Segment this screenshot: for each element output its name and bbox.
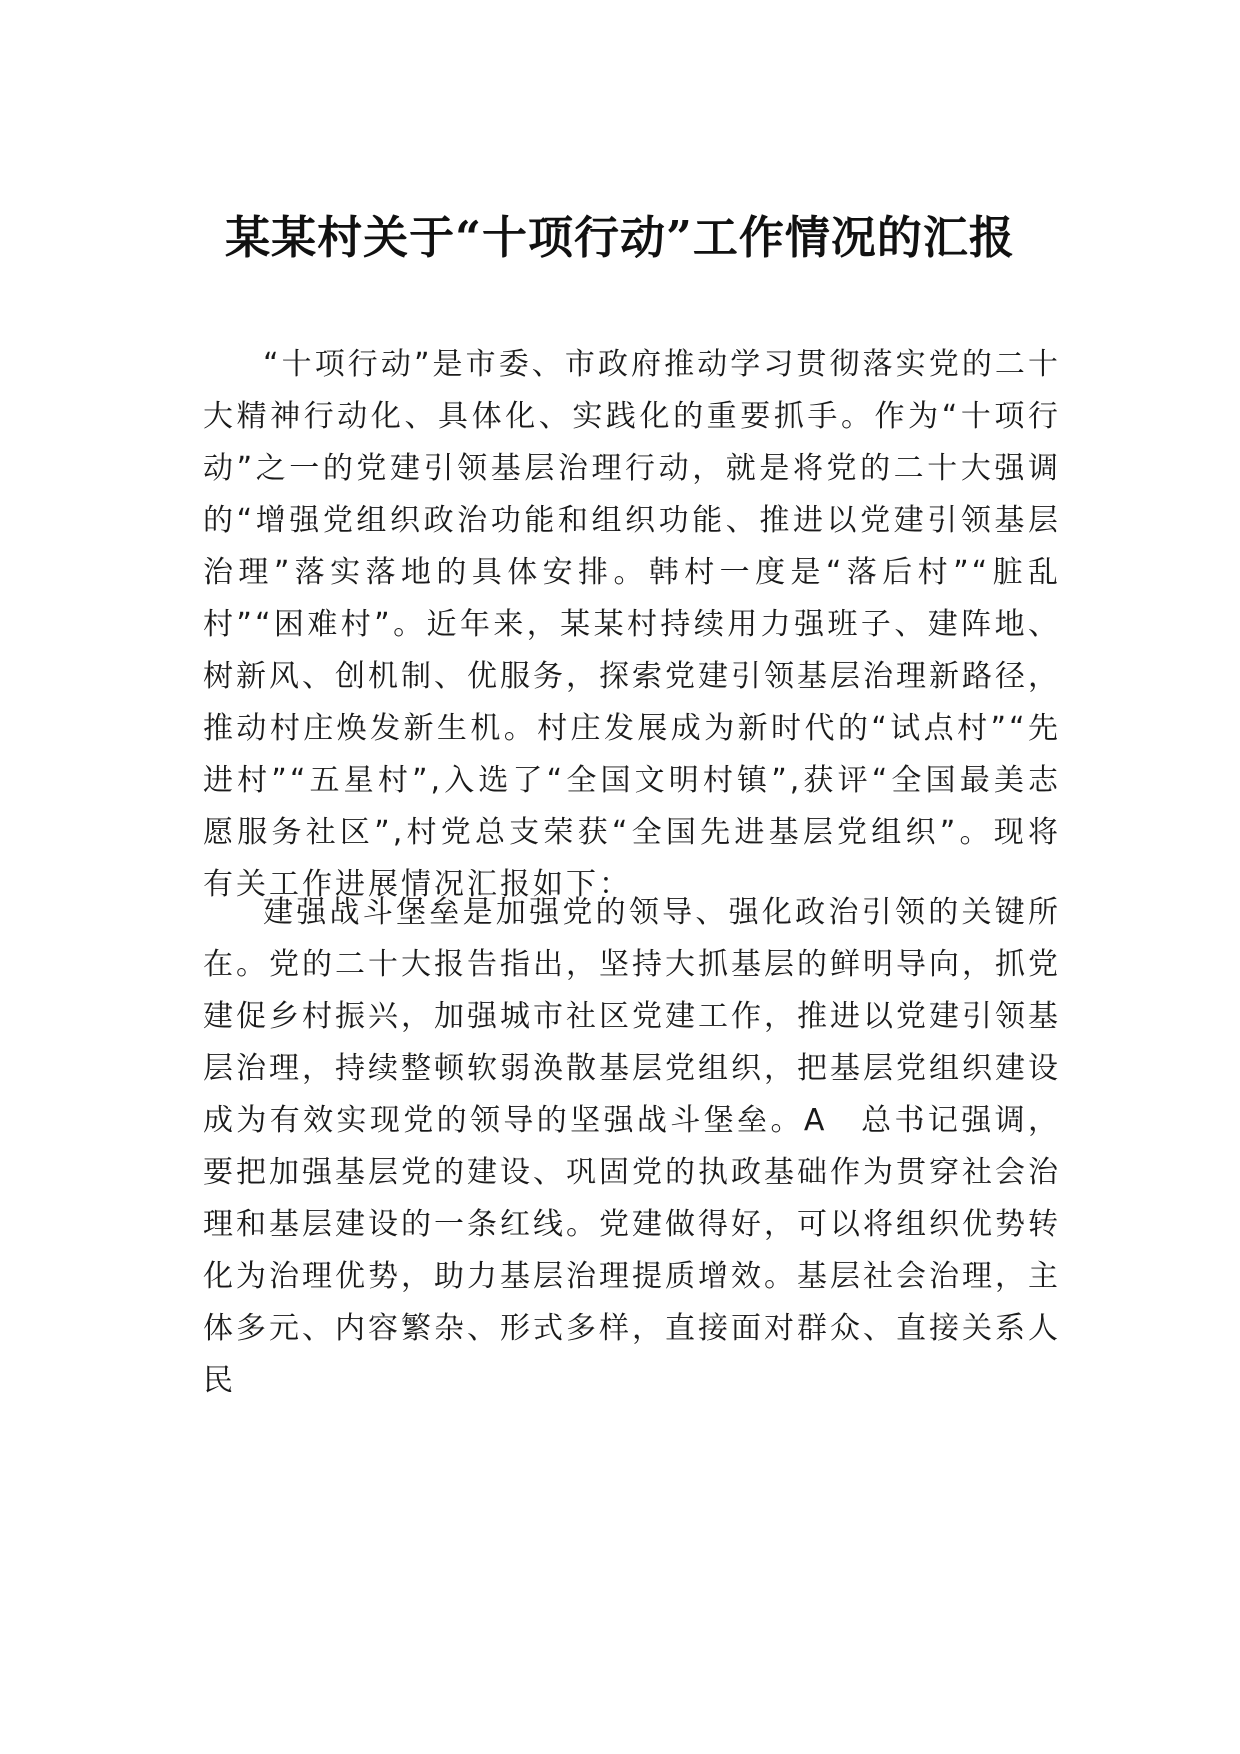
body-paragraph-1: “十项行动”是市委、市政府推动学习贯彻落实党的二十大精神行动化、具体化、实践化的重要抓手。作为“十项行动”之一的党建引领基层治理行动，就是将党的二十大强调的“增强党组织政治功能和组织功能、推进以党建引领基层治理”落实落地的具体安排。韩村一度是“落后村”“脏乱村”“困难村”。近年来，某某村持续用力强班子、建阵地、树新风、创机制、优服务，探索党建引领基层治理新路径，推动村庄焕发新生机。村庄发展成为新时代的“试点村”“先进村”“五星村”,入选了“全国文明村镇”,获评“全国最美志愿服务社区”,村党总支荣获“全国先进基层党组织”。现将有关工作进展情况汇报如下： (203, 347, 1061, 902)
body-paragraph-2: 建强战斗堡垒是加强党的领导、强化政治引领的关键所在。党的二十大报告指出，坚持大抓基层的鲜明导向，抓党建促乡村振兴，加强城市社区党建工作，推进以党建引领基层治理，持续整顿软弱涣散基层党组织，把基层党组织建设成为有效实现党的领导的坚强战斗堡垒。A 总书记强调，要把加强基层党的建设、巩固党的执政基础作为贯穿社会治理和基层建设的一条红线。党建做得好，可以将组织优势转化为治理优势，助力基层治理提质增效。基层社会治理，主体多元、内容繁杂、形式多样，直接面对群众、直接关系人民 (203, 895, 1061, 1398)
document-title: 某某村关于“十项行动”工作情况的汇报 (225, 211, 1015, 264)
